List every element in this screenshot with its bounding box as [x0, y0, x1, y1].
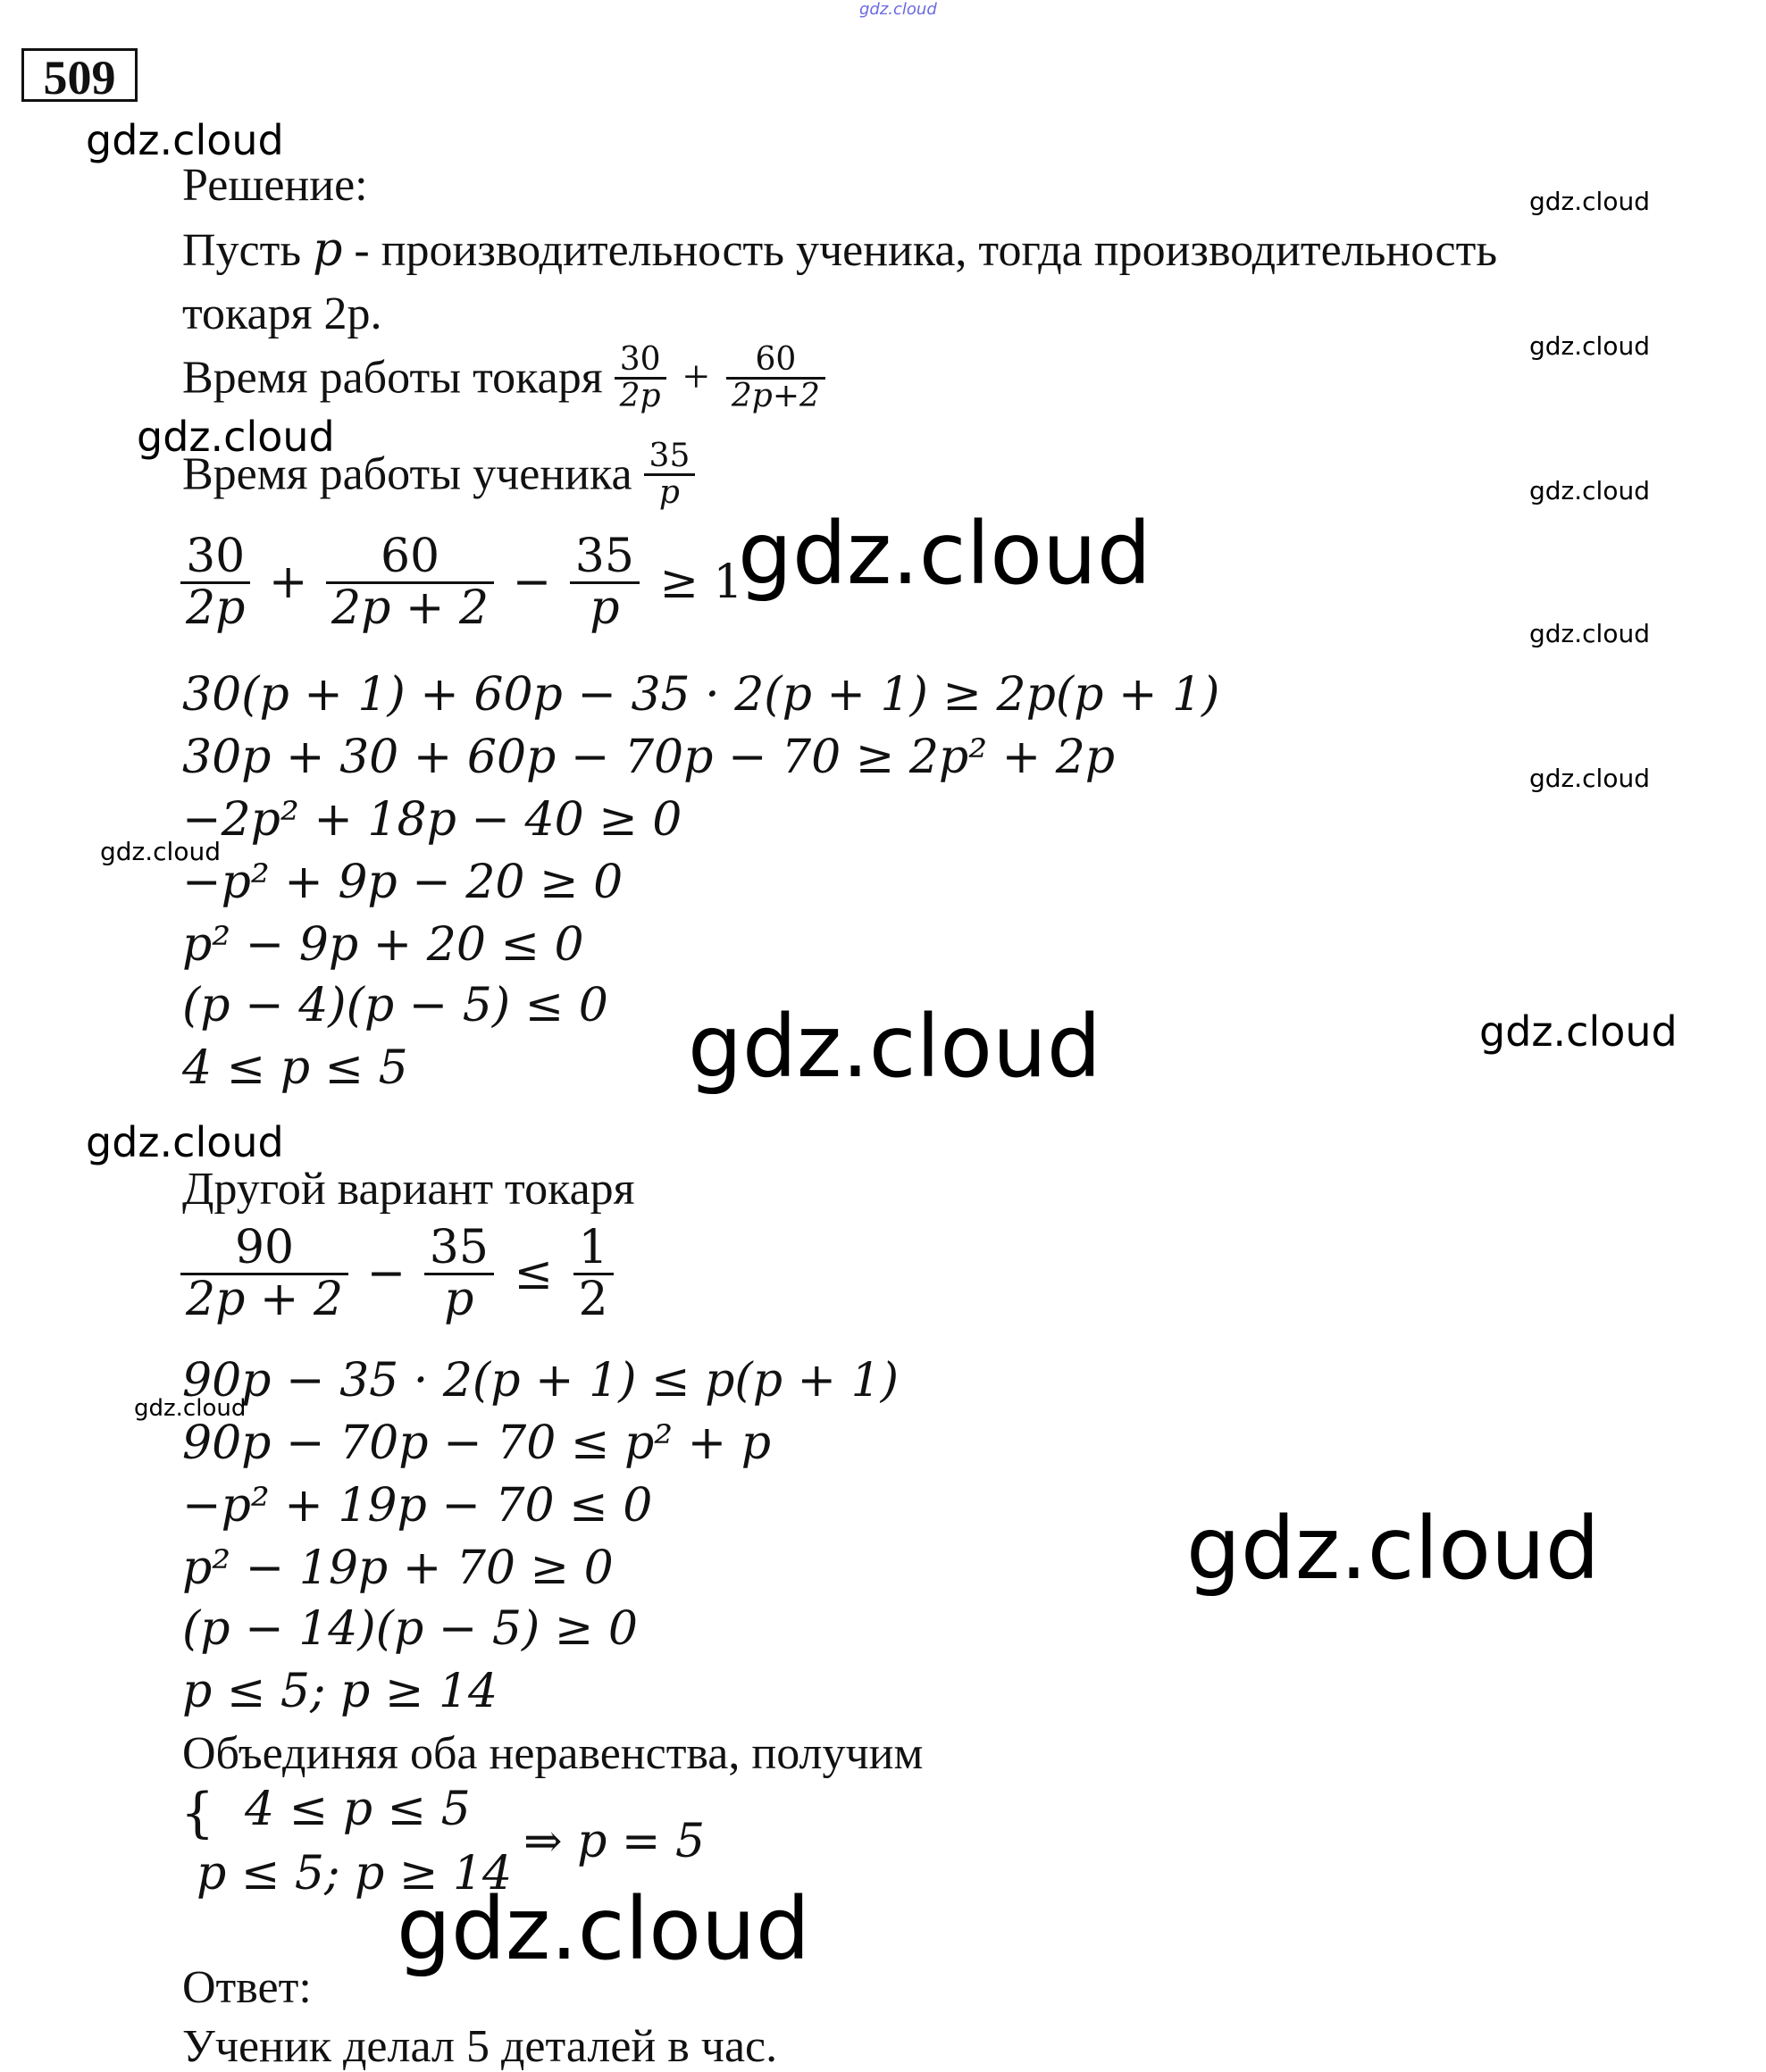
- watermark: gdz.cloud: [1529, 764, 1650, 793]
- equation-line: p ≤ 5; p ≥ 14: [182, 1665, 498, 1718]
- inequality-1: $\frac{30}{2p}$ + $\frac{60}{2p + 2}$ − $\frac{35}{p}$ ≥ 1: [180, 532, 743, 632]
- fraction-denominator: 2: [578, 1272, 608, 1326]
- watermark: gdz.cloud: [134, 1395, 247, 1422]
- fraction-denominator: p: [444, 1272, 474, 1326]
- solution-label: Решение:: [182, 160, 368, 211]
- watermark: gdz.cloud: [397, 1879, 810, 1979]
- intro-pre: Пусть: [182, 225, 314, 276]
- other-variant-label: Другой вариант токаря: [182, 1164, 635, 1215]
- fraction-denominator: 2p+2: [731, 377, 820, 414]
- watermark: gdz.cloud: [1529, 187, 1650, 216]
- watermark: gdz.cloud: [688, 997, 1101, 1097]
- equation-line: −p² + 9p − 20 ≥ 0: [182, 856, 624, 909]
- watermark: gdz.cloud: [1529, 476, 1650, 505]
- equation-line: −2p² + 18p − 40 ≥ 0: [182, 793, 682, 847]
- system-result: ⇒ p = 5: [523, 1815, 706, 1868]
- equation-line: 4 ≤ p ≤ 5: [182, 1041, 408, 1095]
- plus-sign: +: [682, 352, 709, 404]
- combine-label: Объединяя оба неравенства, получим: [182, 1728, 924, 1779]
- watermark: gdz.cloud: [1186, 1499, 1600, 1599]
- fraction-numerator: 60: [380, 530, 440, 583]
- problem-number: 509: [21, 48, 138, 102]
- fraction-denominator: p: [658, 473, 680, 511]
- equation-line: (p − 4)(p − 5) ≤ 0: [182, 979, 608, 1032]
- system-brace: {: [180, 1782, 215, 1844]
- time-turner-row: [182, 343, 825, 414]
- fraction-numerator: 35: [574, 530, 634, 583]
- fraction-denominator: 2p + 2: [186, 1272, 344, 1326]
- fraction-numerator: 60: [755, 341, 797, 378]
- equation-line: 90p − 70p − 70 ≤ p² + p: [182, 1416, 772, 1470]
- fraction-denominator: 2p + 2: [331, 581, 490, 635]
- fraction-denominator: p: [590, 581, 620, 635]
- time-turner-label: Время работы токаря: [182, 352, 615, 404]
- intro-var: p: [313, 223, 343, 277]
- system-line-1: 4 ≤ p ≤ 5: [245, 1783, 471, 1836]
- system-line-2: p ≤ 5; p ≥ 14: [197, 1847, 513, 1901]
- equation-line: 90p − 35 · 2(p + 1) ≤ p(p + 1): [182, 1354, 899, 1408]
- equation-line: (p − 14)(p − 5) ≥ 0: [182, 1602, 638, 1656]
- intro-line1: [182, 223, 1498, 277]
- time-student-row: [182, 439, 695, 510]
- watermark: gdz.cloud: [1479, 1007, 1678, 1056]
- watermark-top: gdz.cloud: [859, 0, 937, 19]
- watermark: gdz.cloud: [1529, 619, 1650, 648]
- fraction-denominator: 2p: [186, 581, 246, 635]
- watermark: gdz.cloud: [738, 504, 1151, 604]
- inequality-2: $\frac{90}{2p + 2}$ − $\frac{35}{p}$ ≤ $\frac{1}{2}$: [180, 1224, 614, 1324]
- fraction-numerator: 30: [186, 530, 246, 583]
- time-student-label: Время работы ученика: [182, 448, 644, 500]
- answer-label: Ответ:: [182, 1962, 312, 2013]
- equation-line: p² − 19p + 70 ≥ 0: [182, 1541, 614, 1595]
- fraction-numerator: 35: [429, 1221, 489, 1274]
- fraction: [424, 1221, 494, 1326]
- watermark: gdz.cloud: [100, 837, 221, 866]
- fraction: [180, 530, 250, 635]
- fraction: [180, 1221, 348, 1326]
- watermark: gdz.cloud: [86, 1118, 284, 1166]
- watermark: gdz.cloud: [1529, 331, 1650, 361]
- fraction: [573, 1221, 614, 1326]
- equation-line: 30(p + 1) + 60p − 35 · 2(p + 1) ≥ 2p(p + 1): [182, 668, 1220, 722]
- fraction-numerator: 35: [649, 438, 690, 474]
- intro-post: - производительность ученика, тогда производительность: [342, 225, 1498, 276]
- fraction-numerator: 90: [234, 1221, 295, 1274]
- equation-line: 30p + 30 + 60p − 70p − 70 ≥ 2p² + 2p: [182, 731, 1116, 784]
- fraction: [326, 530, 494, 635]
- fraction-numerator: 1: [578, 1221, 608, 1274]
- fraction-denominator: 2p: [619, 377, 661, 414]
- equation-line: −p² + 19p − 70 ≤ 0: [182, 1479, 653, 1533]
- watermark: gdz.cloud: [137, 413, 335, 461]
- intro-line2: токаря 2p.: [182, 288, 382, 339]
- equation-line: p² − 9p + 20 ≤ 0: [182, 918, 584, 972]
- answer-text: Ученик делал 5 деталей в час.: [182, 2021, 778, 2072]
- inequality-rhs: ≥ 1: [659, 556, 743, 610]
- fraction: [615, 343, 666, 414]
- fraction: [644, 439, 696, 510]
- fraction: [570, 530, 640, 635]
- watermark: gdz.cloud: [86, 116, 284, 164]
- fraction-numerator: 30: [619, 341, 661, 378]
- fraction: [726, 343, 825, 414]
